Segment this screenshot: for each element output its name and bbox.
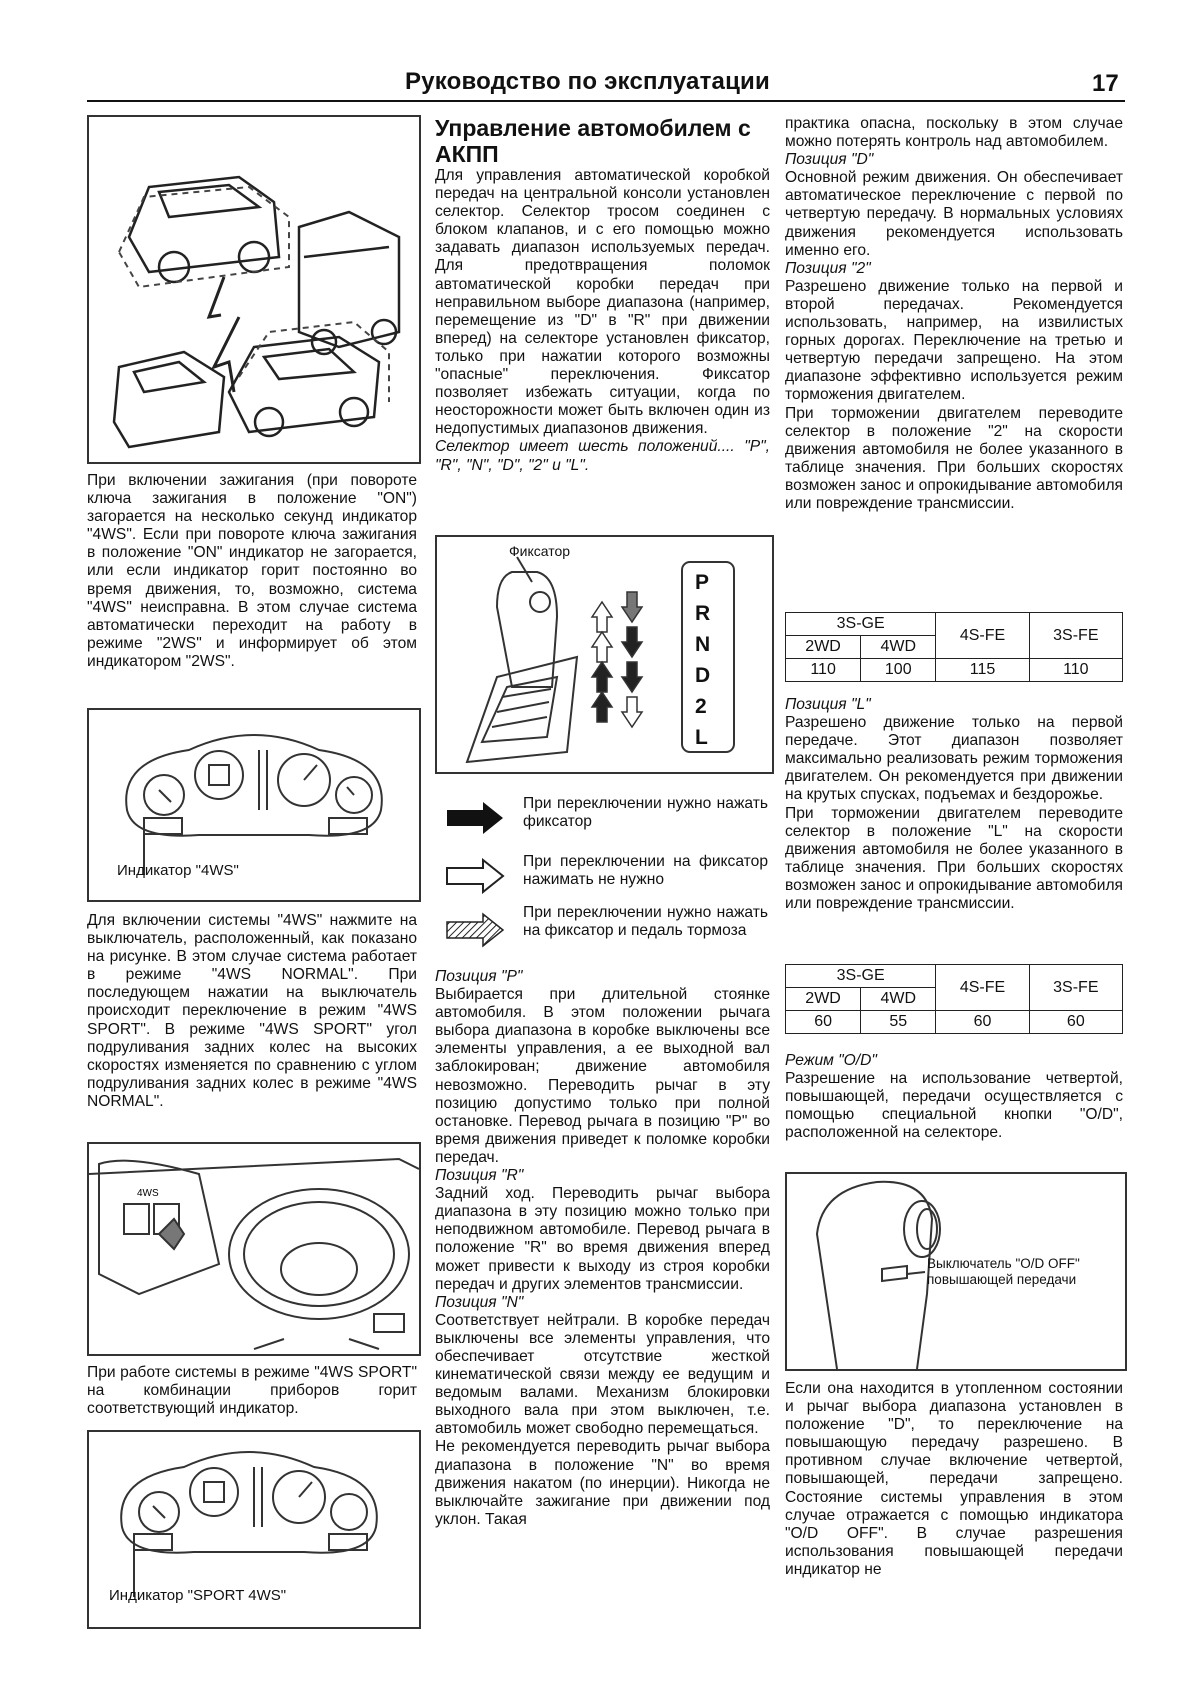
position-2-text-a: Разрешено движение только на первой и второй передачах. Рекомендуется использовать, например, на извилистых горных дорогах. Переключение на третью и четвертую передачи запрещено. На этом диапазоне эффективно используется режим торможения двигателем.: [785, 277, 1123, 404]
right-column-text-1: [785, 115, 1123, 513]
left-column-text-1: [87, 472, 417, 671]
od-switch-caption-line2: повышающей передачи: [927, 1272, 1077, 1287]
table1-cell: 110: [1029, 659, 1122, 682]
table1-sub-4wd: 4WD: [861, 636, 936, 659]
paragraph-4ws-ignition: При включении зажигания (при повороте ключа зажигания в положение "ON") загорается на несколько секунд индикатор "4WS". Если при повороте ключа зажигания в положение "ON" индикатор не загорается, или если индикатор горит постоянно во время движения, то, возможно, система "4WS" неисправна. В этом случае система автоматически переходит на работу в режиме "2WS" и информирует об этом индикатором "2WS".: [87, 472, 417, 670]
position-2-title: Позиция "2": [785, 259, 871, 277]
left-column-text-3: [87, 1364, 417, 1418]
collision-illustration: [87, 115, 421, 464]
position-r-title: Позиция "R": [435, 1167, 524, 1185]
steering-wheel-switch-figure: [87, 1142, 421, 1356]
position-l-title: Позиция "L": [785, 696, 871, 713]
table1-sub-2wd: 2WD: [786, 636, 861, 659]
position-p-text: Выбирается при длительной стоянке автомобиля. В этом положении рычага выбора диапазона в коробке выключены все элементы управления, а ее выходной вал заблокирован; движение автомобиля невозможно. Переводить рычаг в эту позицию допустимо только при полной остановке. Перевод рычага в позицию "P" во время движения приведет к поломке коробки передач.: [435, 986, 770, 1166]
table2-header-3sfe: 3S-FE: [1029, 965, 1122, 1011]
dashboard-4ws-figure: [87, 708, 421, 902]
paragraph-selector-positions: Селектор имеет шесть положений.... "P", "R", "N", "D", "2" и "L".: [435, 438, 770, 474]
legend-arrow-black-icon: [445, 800, 505, 841]
table1-cell: 115: [936, 659, 1029, 682]
speed-table-l: [785, 964, 1123, 1034]
paragraph-4ws-switch: Для включении системы "4WS" нажмите на выключатель, расположенный, как показано на рисунке. В этом случае система работает в режиме "4WS NORMAL". При последующем нажатии на выключатель происходит переключение в режим "4WS SPORT". В режиме "4WS SPORT" угол подруливания задних колес на высоких скоростях изменяется по сравнению с углом подруливания задних колес в режиме "4WS NORMAL".: [87, 912, 417, 1110]
gear-p: P: [695, 571, 710, 594]
right-column-text-3: [785, 1052, 1123, 1142]
page-number: 17: [1092, 70, 1119, 97]
paragraph-selector-intro: Для управления автоматической коробкой передач на центральной консоли установлен селектор. Селектор тросом соединен с блоком клапанов, и с его помощью можно задавать диапазон используемых передач. Для предотвращения поломок автоматической коробки передач при неправильном выборе диапазона (например, перемещение из "D" в "R" при движении вперед) на селекторе установлен фиксатор, только при нажатии которого возможны "опасные" переключения. Фиксатор позволяет избежать ситуации, когда по неосторожности может быть включен один из недопустимых диапазонов движения.: [435, 167, 770, 438]
paragraph-od-end: Если она находится в утопленном состоянии и рычаг выбора диапазона установлен в положение "D", то переключение на повышающую передачу разрешено. В противном случае включение четвертой, повышающей, передачи запрещено. Состояние системы управления в этом случае отражается с помощью индикатора "O/D OFF". В случае разрешения использования повышающей передачи индикатор не: [785, 1380, 1123, 1578]
od-mode-text: Разрешение на использование четвертой, повышающей, передачи осуществляется с помощью специальной кнопки "O/D", расположенной на селекторе.: [785, 1070, 1123, 1142]
speed-table-2: [785, 612, 1123, 682]
gear-d: D: [695, 664, 711, 687]
table2-sub-4wd: 4WD: [861, 988, 936, 1011]
middle-column-text-1: [435, 115, 770, 475]
right-column-text-4: [785, 1380, 1123, 1579]
position-r-text: Задний ход. Переводить рычаг выбора диапазона в эту позицию можно только при неподвижном автомобиле. Перевод рычага в положение "R" во время движения вперед может привести к выходу из строя коробки передач и других элементов трансмиссии.: [435, 1185, 770, 1293]
fig3-switch-label: 4WS: [137, 1188, 159, 1199]
selector-lever-figure: [435, 535, 774, 774]
right-column-text-2: [785, 696, 1123, 913]
position-2-text-b: При торможении двигателем переводите селектор в положение "2" на скорости движения автомобиля не более указанного в таблице значения. При больших скоростях возможен занос и опрокидывание автомобиля или повреждение трансмиссии.: [785, 404, 1123, 512]
left-column-text-2: [87, 912, 417, 1111]
position-d-title: Позиция "D": [785, 151, 874, 169]
od-mode-title: Режим "O/D": [785, 1052, 877, 1069]
section-title: Управление автомобилем с АКПП: [435, 115, 751, 167]
table1-header-3sfe: 3S-FE: [1029, 613, 1122, 659]
gear-n: N: [695, 633, 711, 656]
legend-text-3: При переключении нужно нажать на фиксатор и педаль тормоза: [523, 904, 768, 939]
table2-cell: 60: [936, 1011, 1029, 1034]
table1-header-3sge: 3S-GE: [786, 613, 936, 636]
table2-cell: 55: [861, 1011, 936, 1034]
page-header-title: Руководство по эксплуатации: [405, 68, 770, 95]
table1-cell: 100: [861, 659, 936, 682]
middle-column-text-2: [435, 968, 770, 1529]
dashboard-sport-4ws-figure: [87, 1430, 421, 1629]
position-l-text-a: Разрешено движение только на первой передаче. Этот диапазон позволяет максимально реализовать режим торможения двигателем. Он рекомендуется при движении на крутых спусках, подъемах и бездорожье.: [785, 714, 1123, 804]
paragraph-continuation: практика опасна, поскольку в этом случае можно потерять контроль над автомобилем.: [785, 115, 1123, 151]
legend-arrow-white-icon: [445, 858, 505, 899]
table2-cell: 60: [1029, 1011, 1122, 1034]
table2-header-3sge: 3S-GE: [786, 965, 936, 988]
table2-header-4sfe: 4S-FE: [936, 965, 1029, 1011]
table1-header-4sfe: 4S-FE: [936, 613, 1029, 659]
od-switch-caption-line1: Выключатель "O/D OFF": [927, 1256, 1080, 1271]
gear-2: 2: [695, 695, 707, 718]
gear-positions: [695, 567, 710, 753]
gear-l: L: [695, 726, 708, 749]
table2-cell: 60: [786, 1011, 861, 1034]
gear-r: R: [695, 602, 711, 625]
paragraph-sport-indicator: При работе системы в режиме "4WS SPORT" на комбинации приборов горит соответствующий индикатор.: [87, 1364, 417, 1418]
legend-text-1: При переключении нужно нажать фиксатор: [523, 795, 768, 830]
table2-sub-2wd: 2WD: [786, 988, 861, 1011]
position-l-text-b: При торможении двигателем переводите селектор в положение "L" на скорости движения автомобиля не более указанного в таблице значения. При больших скоростях возможен занос и опрокидывание автомобиля или повреждение трансмиссии.: [785, 804, 1123, 913]
table1-cell: 110: [786, 659, 861, 682]
position-n-text-2: Не рекомендуется переводить рычаг выбора диапазона в положение "N" во время движения накатом (по инерции). Никогда не выключайте зажигание при движении под уклон. Такая: [435, 1438, 770, 1528]
indicator-4ws-caption: Индикатор "4WS": [117, 862, 239, 879]
od-switch-figure: [785, 1172, 1127, 1371]
legend-arrow-hatched-icon: [445, 912, 505, 953]
position-n-text-1: Соответствует нейтрали. В коробке передач выключены все элементы управления, что обеспечивает отсутствие жесткой кинематической связи между ее ведущим и ведомым валами. Механизм блокировки выходного вала при этом выключен, т.е. автомобиль может свободно перемещаться.: [435, 1311, 770, 1438]
position-d-text: Основной режим движения. Он обеспечивает автоматическое переключение с первой по четвертую передачу. В нормальных условиях движения рекомендуется использовать именно его.: [785, 169, 1123, 259]
legend-text-2: При переключении на фиксатор нажимать не нужно: [523, 853, 768, 888]
indicator-sport-4ws-caption: Индикатор "SPORT 4WS": [109, 1587, 287, 1604]
header-rule: [87, 100, 1125, 102]
od-switch-caption: [927, 1256, 1123, 1288]
detent-label: Фиксатор: [509, 543, 571, 559]
position-p-title: Позиция "P": [435, 968, 523, 985]
position-n-title: Позиция "N": [435, 1293, 524, 1311]
